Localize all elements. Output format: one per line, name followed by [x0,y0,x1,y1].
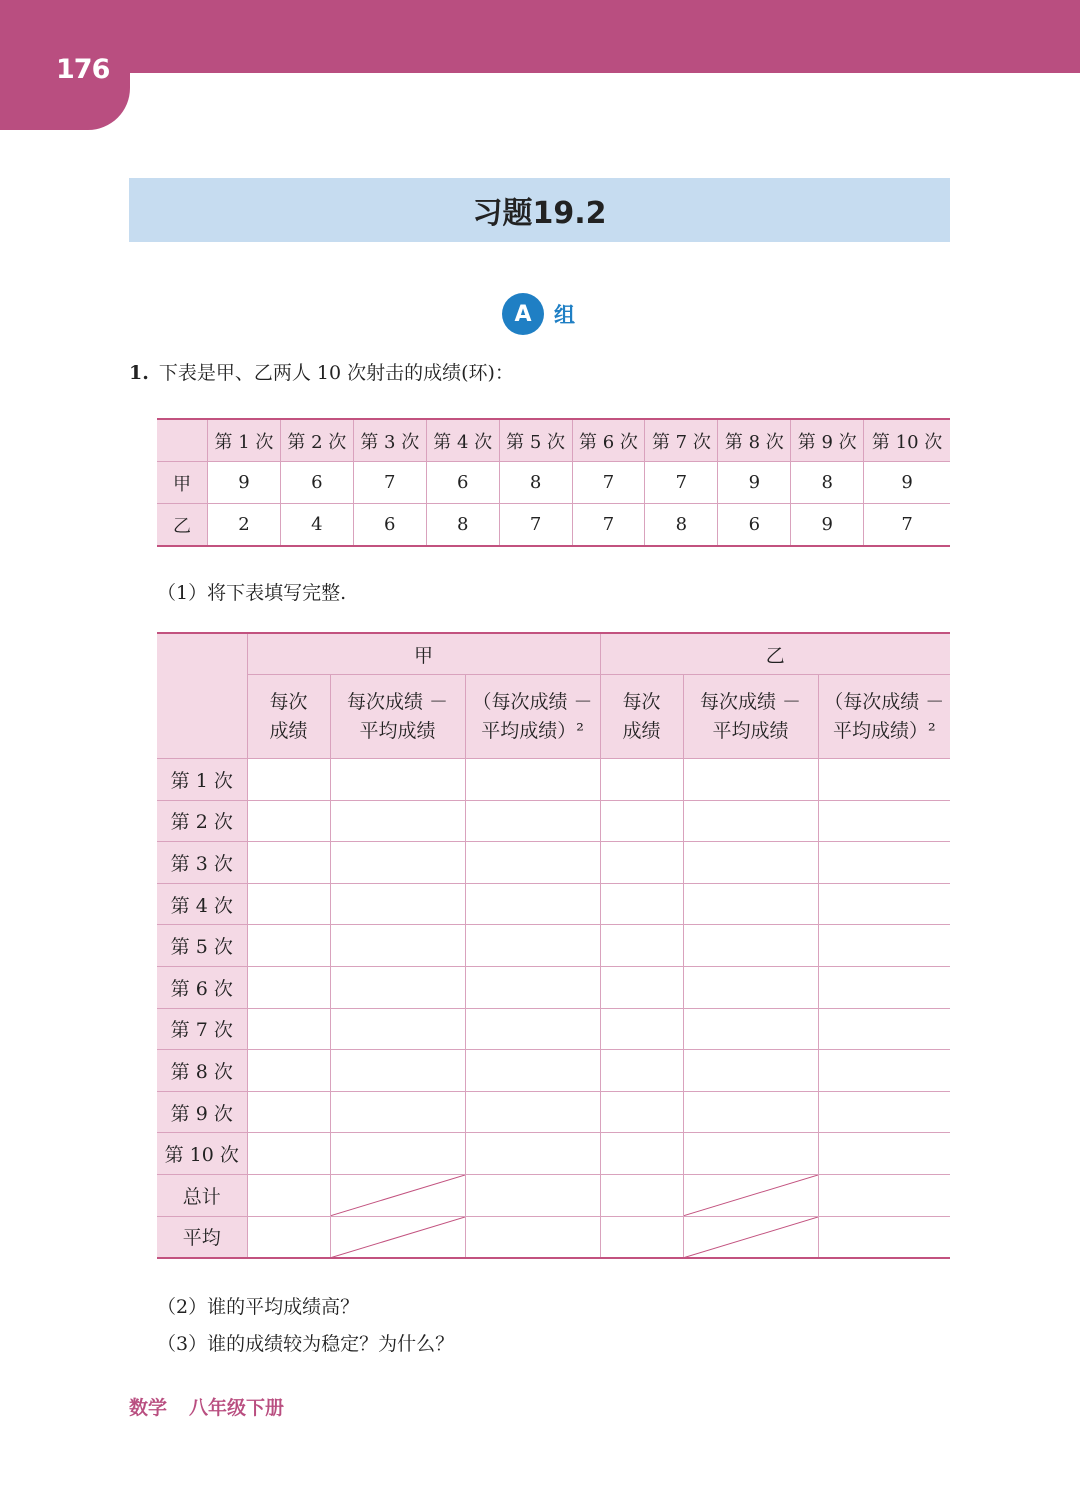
footer-grade: 八年级下册 [189,1397,285,1419]
group-header-yi: 乙 [600,633,950,675]
section-title-box [129,178,950,242]
score-cell: 8 [426,504,499,547]
score-cell: 7 [353,462,426,504]
header-cell: 第 9 次 [791,419,864,462]
row-label: 第 1 次 [157,759,247,801]
fill-group-header-row [157,633,950,675]
group-heading [502,293,575,335]
row-label: 第 10 次 [157,1133,247,1175]
table-row [157,759,950,801]
col-header: （每次成绩 － 平均成绩）² [465,675,600,759]
crossed-out-cell [683,1216,818,1258]
page-number: 176 [56,54,110,85]
fill-table [157,632,950,1259]
fill-column-header-row [157,675,950,759]
score-cell: 7 [645,462,718,504]
row-label: 第 3 次 [157,842,247,884]
header-cell: 第 2 次 [280,419,353,462]
crossed-out-cell [330,1174,465,1216]
row-label: 第 4 次 [157,883,247,925]
score-cell: 4 [280,504,353,547]
score-cell: 9 [208,462,281,504]
header-cell: 第 10 次 [864,419,950,462]
table-row [157,966,950,1008]
section-title: 习题19.2 [472,196,607,231]
scores-row-jia [157,462,950,504]
score-cell: 2 [208,504,281,547]
group-badge: A [502,293,544,335]
header-cell: 第 3 次 [353,419,426,462]
score-cell: 8 [645,504,718,547]
header-cell: 第 6 次 [572,419,645,462]
col-header: 每次成绩 － 平均成绩 [683,675,818,759]
scores-header-row [157,419,950,462]
row-label: 第 5 次 [157,925,247,967]
col-header: 每次成绩 － 平均成绩 [330,675,465,759]
corner-cell [157,633,247,759]
row-label: 甲 [157,462,208,504]
score-cell: 9 [791,504,864,547]
row-label: 乙 [157,504,208,547]
table-row [157,1091,950,1133]
table-row [157,842,950,884]
row-label: 第 9 次 [157,1091,247,1133]
header-cell: 第 1 次 [208,419,281,462]
row-label: 第 2 次 [157,800,247,842]
table-row [157,1133,950,1175]
row-label: 第 7 次 [157,1008,247,1050]
row-label: 第 8 次 [157,1050,247,1092]
total-row [157,1174,950,1216]
score-cell: 7 [572,462,645,504]
scores-row-yi [157,504,950,547]
header-cell: 第 4 次 [426,419,499,462]
table-row [157,800,950,842]
col-header: 每次 成绩 [247,675,330,759]
average-row [157,1216,950,1258]
col-header: （每次成绩 － 平均成绩）² [818,675,950,759]
score-cell: 8 [791,462,864,504]
sub-question-3: （3）谁的成绩较为稳定？为什么？ [157,1333,455,1355]
sub-question-2: （2）谁的平均成绩高？ [157,1296,360,1318]
sub-question-1: （1）将下表填写完整. [157,582,347,604]
score-cell: 7 [572,504,645,547]
top-bar [0,0,1080,73]
question-1 [129,358,514,385]
score-cell: 6 [353,504,426,547]
score-cell: 6 [280,462,353,504]
score-cell: 6 [426,462,499,504]
table-row [157,1008,950,1050]
corner-cell [157,419,208,462]
table-row [157,883,950,925]
group-label: 组 [554,303,575,327]
col-header: 每次 成绩 [600,675,683,759]
score-cell: 6 [718,504,791,547]
crossed-out-cell [683,1174,818,1216]
score-cell: 8 [499,462,572,504]
score-cell: 9 [718,462,791,504]
score-cell: 9 [864,462,950,504]
header-cell: 第 7 次 [645,419,718,462]
row-label: 第 6 次 [157,966,247,1008]
table-row [157,1050,950,1092]
score-cell: 7 [499,504,572,547]
row-label: 总计 [157,1174,247,1216]
footer-subject: 数学 [129,1397,168,1419]
table-row [157,925,950,967]
header-cell: 第 8 次 [718,419,791,462]
header-cell: 第 5 次 [499,419,572,462]
footer [129,1393,284,1420]
score-cell: 7 [864,504,950,547]
question-text: 下表是甲、乙两人 10 次射击的成绩(环)： [158,362,514,384]
row-label: 平均 [157,1216,247,1258]
scores-table [157,418,950,547]
crossed-out-cell [330,1216,465,1258]
group-header-jia: 甲 [247,633,600,675]
question-number: 1. [129,362,149,384]
